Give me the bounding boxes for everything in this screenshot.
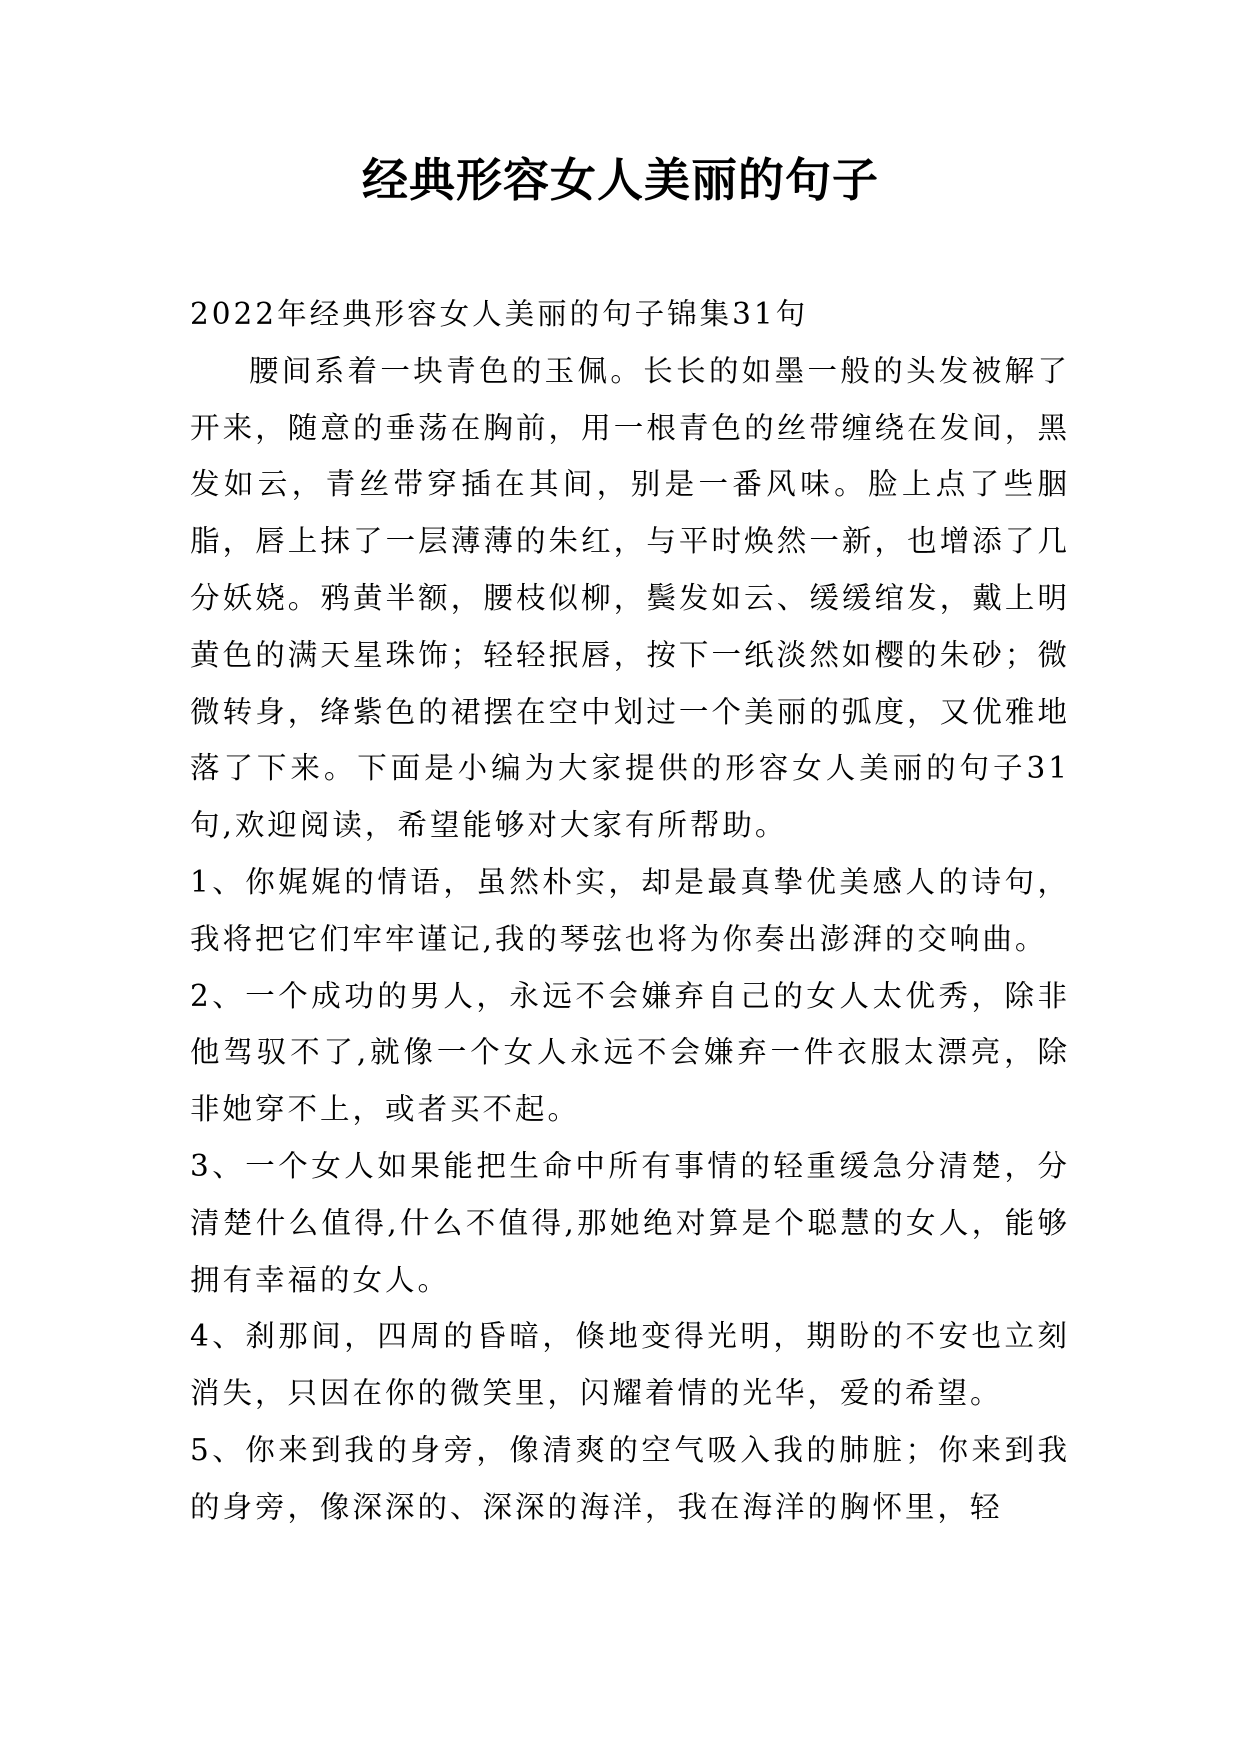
- list-item: 1、你娓娓的情语，虽然朴实，却是最真挚优美感人的诗句，我将把它们牢牢谨记,我的琴弦也将为你奏出澎湃的交响曲。: [190, 864, 1070, 956]
- list-item: 3、一个女人如果能把生命中所有事情的轻重缓急分清楚，分清楚什么值得,什么不值得,那她绝对算是个聪慧的女人，能够拥有幸福的女人。: [190, 1148, 1070, 1297]
- list-item: 4、刹那间，四周的昏暗，倏地变得光明，期盼的不安也立刻消失，只因在你的微笑里，闪耀着情的光华，爱的希望。: [190, 1319, 1070, 1411]
- intro-paragraph: 腰间系着一块青色的玉佩。长长的如墨一般的头发被解了开来，随意的垂荡在胸前，用一根青色的丝带缠绕在发间，黑发如云，青丝带穿插在其间，别是一番风味。脸上点了些胭脂，唇上抹了一层薄薄的朱红，与平时焕然一新，也增添了几分妖娆。鸦黄半额，腰枝似柳，鬓发如云、缓缓绾发，戴上明黄色的满天星珠饰；轻轻抿唇，按下一纸淡然如樱的朱砂；微微转身，绛紫色的裙摆在空中划过一个美丽的弧度，又优雅地落了下来。下面是小编为大家提供的形容女人美丽的句子31句,欢迎阅读，希望能够对大家有所帮助。: [190, 353, 1070, 843]
- list-item: 2、一个成功的男人，永远不会嫌弃自己的女人太优秀，除非他驾驭不了,就像一个女人永远不会嫌弃一件衣服太漂亮，除非她穿不上，或者买不起。: [190, 978, 1070, 1127]
- document-body: [190, 286, 1070, 1536]
- document-title: 经典形容女人美丽的句子: [362, 153, 879, 207]
- document-subtitle: 2022年经典形容女人美丽的句子锦集31句: [190, 297, 809, 331]
- list-item: 5、你来到我的身旁，像清爽的空气吸入我的肺脏；你来到我的身旁，像深深的、深深的海洋，我在海洋的胸怀里，轻: [190, 1432, 1070, 1524]
